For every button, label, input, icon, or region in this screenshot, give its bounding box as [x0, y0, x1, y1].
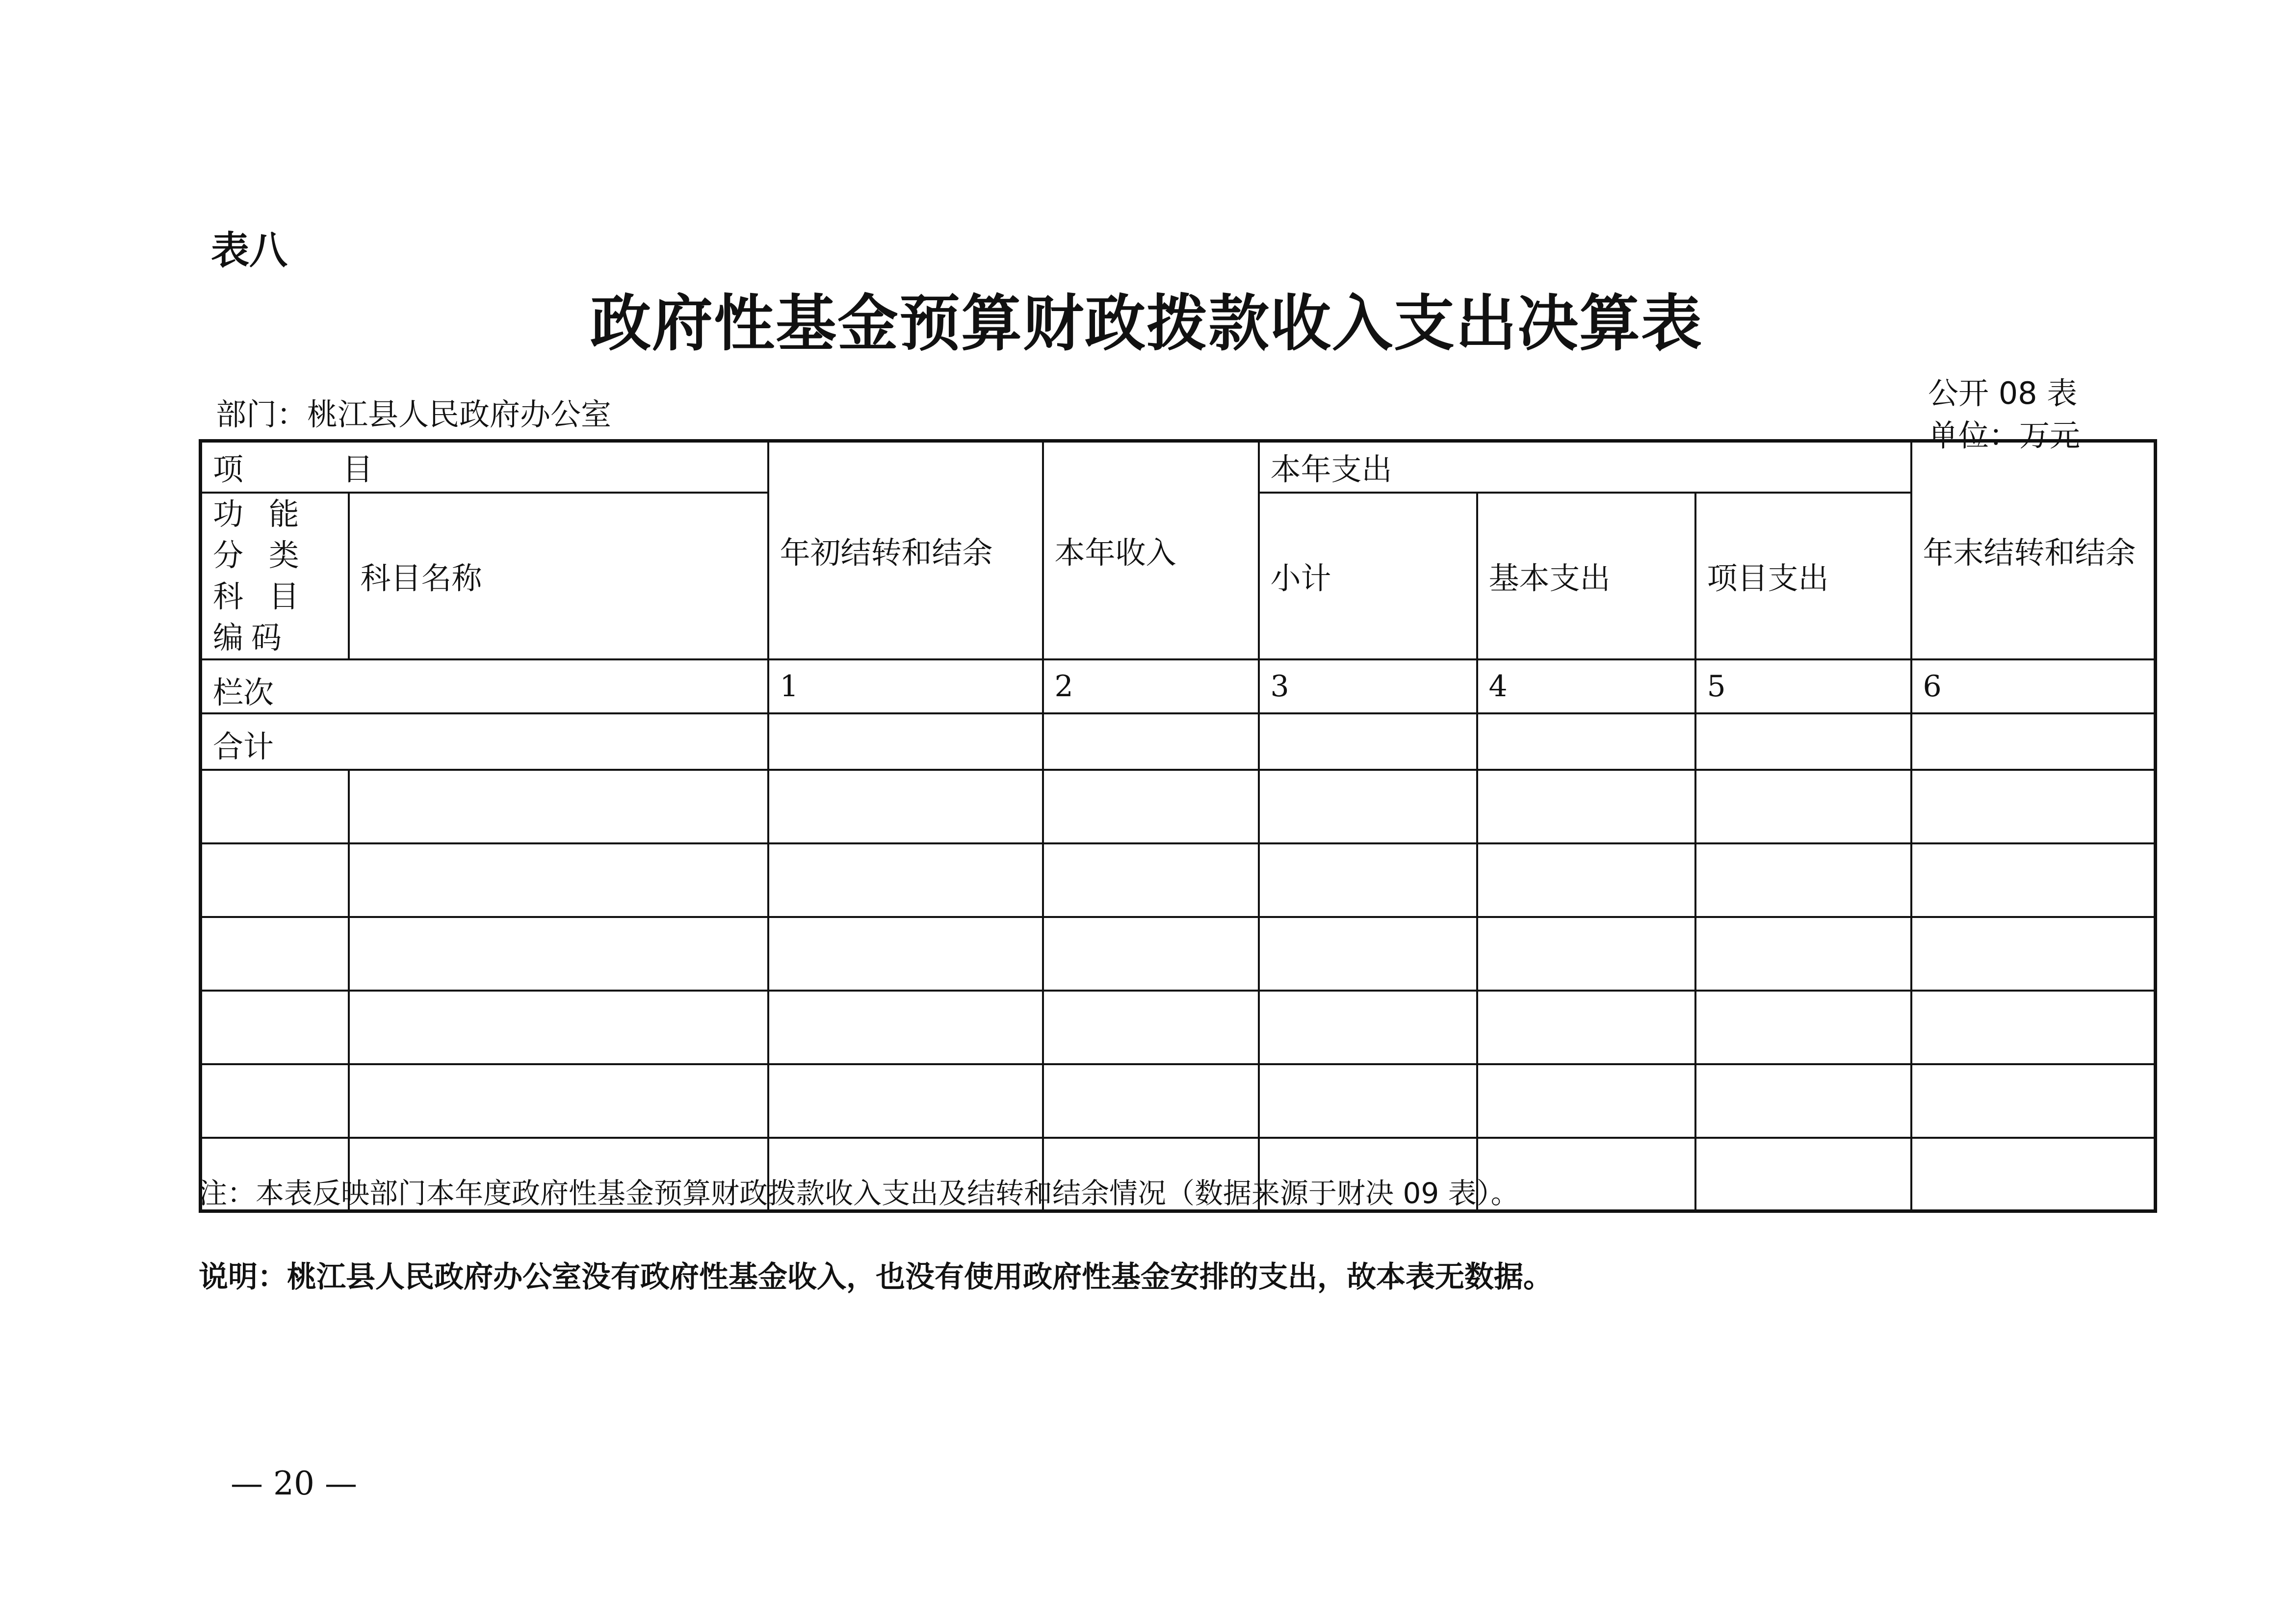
- total-cell: [768, 713, 1043, 770]
- form-code: 公开 08 表: [1928, 375, 2078, 411]
- empty-cell: [1911, 1138, 2156, 1211]
- total-cell: [1911, 713, 2156, 770]
- department-label: 部门：桃江县人民政府办公室: [216, 396, 612, 432]
- begin-balance-header: 年初结转和结余: [768, 441, 1043, 659]
- expense-group-header: 本年支出: [1259, 441, 1911, 493]
- column-number-4: 4: [1477, 659, 1695, 713]
- empty-cell: [201, 770, 349, 843]
- empty-cell: [1477, 917, 1695, 991]
- empty-cell: [349, 770, 768, 843]
- income-header: 本年收入: [1043, 441, 1259, 659]
- empty-cell: [1695, 770, 1911, 843]
- empty-cell: [1043, 843, 1259, 917]
- empty-cell: [768, 770, 1043, 843]
- total-cell: [1043, 713, 1259, 770]
- table-row: [201, 843, 2156, 917]
- subject-name-header: 科目名称: [349, 493, 768, 659]
- empty-cell: [1477, 1064, 1695, 1138]
- empty-cell: [768, 991, 1043, 1064]
- unit-label: 单位：万元: [1928, 418, 2081, 453]
- empty-cell: [1259, 991, 1477, 1064]
- column-number-1: 1: [768, 659, 1043, 713]
- empty-cell: [1259, 917, 1477, 991]
- empty-cell: [1911, 917, 2156, 991]
- empty-cell: [349, 917, 768, 991]
- column-number-label: 栏次: [201, 659, 768, 713]
- column-number-5: 5: [1695, 659, 1911, 713]
- empty-cell: [1911, 843, 2156, 917]
- page-number: — 20 —: [231, 1465, 357, 1502]
- end-balance-header: 年末结转和结余: [1911, 441, 2156, 659]
- empty-rows: [201, 770, 2156, 1211]
- empty-cell: [1695, 1138, 1911, 1211]
- empty-cell: [1043, 770, 1259, 843]
- explanation-text: 说明：桃江县人民政府办公室没有政府性基金收入，也没有使用政府性基金安排的支出，故本表无数据。: [199, 1260, 1553, 1294]
- total-cell: [1477, 713, 1695, 770]
- empty-cell: [1911, 991, 2156, 1064]
- empty-cell: [1259, 843, 1477, 917]
- column-number-2: 2: [1043, 659, 1259, 713]
- empty-cell: [1695, 1064, 1911, 1138]
- empty-cell: [1259, 770, 1477, 843]
- subtotal-header: 小计: [1259, 493, 1477, 659]
- item-header: 项 目: [201, 441, 768, 493]
- empty-cell: [1259, 1064, 1477, 1138]
- empty-cell: [768, 843, 1043, 917]
- budget-table: [199, 439, 2157, 1213]
- empty-cell: [349, 843, 768, 917]
- empty-cell: [201, 843, 349, 917]
- empty-cell: [768, 1064, 1043, 1138]
- empty-cell: [1695, 917, 1911, 991]
- empty-cell: [1911, 770, 2156, 843]
- table-row: [201, 1064, 2156, 1138]
- table-row: [201, 770, 2156, 843]
- document-title: 政府性基金预算财政拨款收入支出决算表: [590, 288, 1703, 359]
- empty-cell: [201, 917, 349, 991]
- empty-cell: [1911, 1064, 2156, 1138]
- table-row: [201, 917, 2156, 991]
- empty-cell: [201, 1064, 349, 1138]
- empty-cell: [1043, 1064, 1259, 1138]
- empty-cell: [1043, 991, 1259, 1064]
- column-number-6: 6: [1911, 659, 2156, 713]
- total-cell: [1695, 713, 1911, 770]
- empty-cell: [1477, 991, 1695, 1064]
- func-code-header: 功 能 分 类 科 目 编码: [201, 493, 349, 659]
- column-number-3: 3: [1259, 659, 1477, 713]
- empty-cell: [1477, 770, 1695, 843]
- table-label: 表八: [211, 229, 288, 273]
- empty-cell: [201, 991, 349, 1064]
- empty-cell: [1695, 991, 1911, 1064]
- empty-cell: [349, 991, 768, 1064]
- empty-cell: [1043, 917, 1259, 991]
- total-cell: [1259, 713, 1477, 770]
- empty-cell: [1695, 843, 1911, 917]
- empty-cell: [349, 1064, 768, 1138]
- total-row-label: 合计: [201, 713, 768, 770]
- empty-cell: [768, 917, 1043, 991]
- project-expense-header: 项目支出: [1695, 493, 1911, 659]
- basic-expense-header: 基本支出: [1477, 493, 1695, 659]
- table-row: [201, 991, 2156, 1064]
- empty-cell: [1477, 843, 1695, 917]
- table-note: 注：本表反映部门本年度政府性基金预算财政拨款收入支出及结转和结余情况（数据来源于财决 09 表）。: [199, 1177, 1519, 1210]
